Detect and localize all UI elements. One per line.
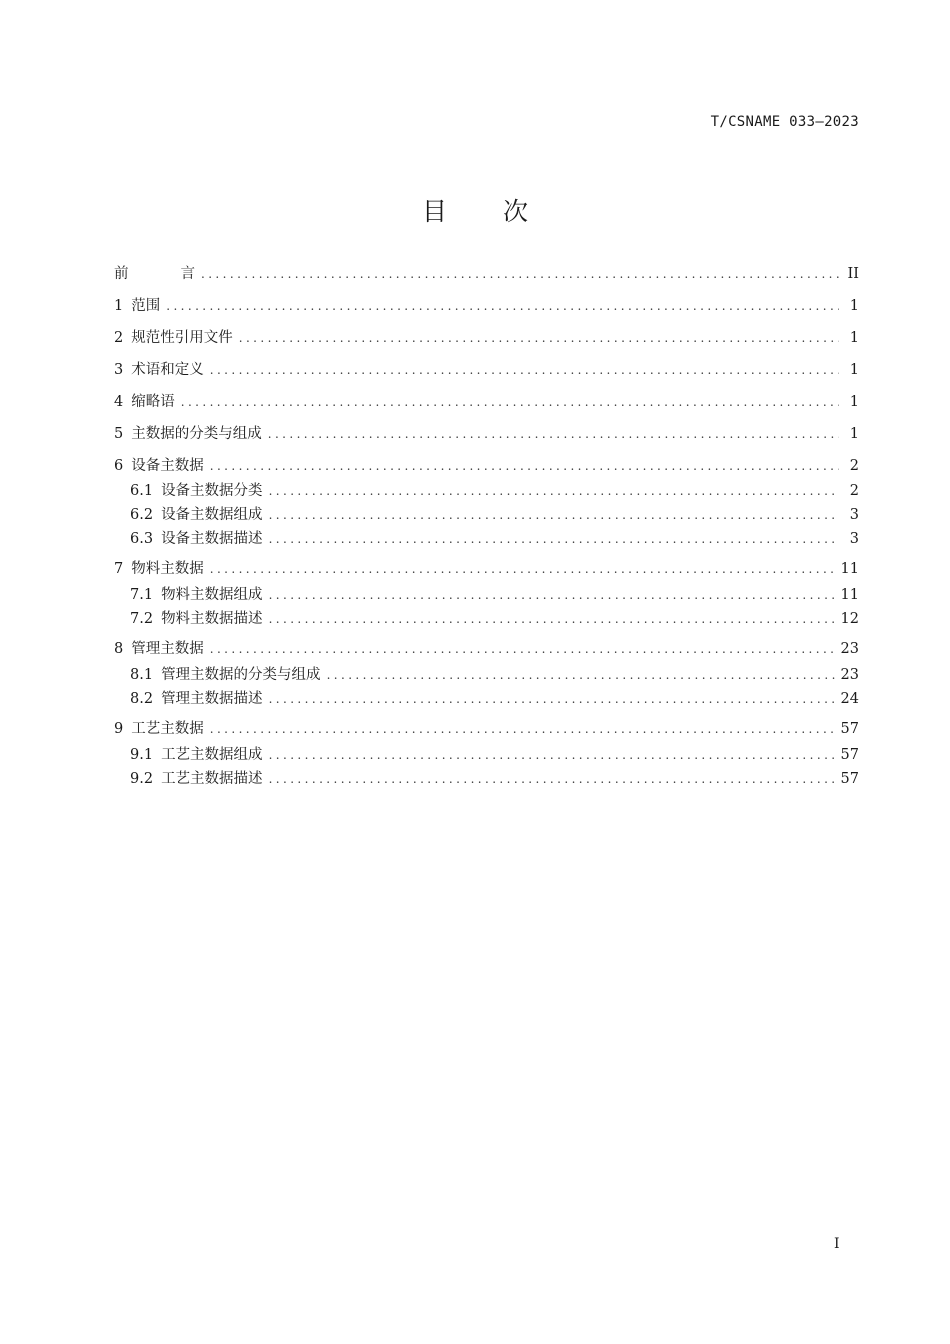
leader-dots bbox=[181, 395, 839, 409]
leader-dots bbox=[210, 363, 839, 377]
toc-subentry[interactable] bbox=[130, 479, 859, 501]
toc-entry-number: 7.1 bbox=[130, 587, 154, 603]
leader-dots bbox=[166, 299, 839, 313]
toc-entry-page: 11 bbox=[840, 561, 859, 577]
toc-entry-title: 设备主数据描述 bbox=[161, 531, 263, 547]
toc-title-char-2: 次 bbox=[503, 197, 529, 226]
leader-dots bbox=[268, 427, 839, 441]
toc-entry-number: 9 bbox=[114, 721, 124, 737]
toc-entry-title: 管理主数据描述 bbox=[161, 691, 263, 707]
leader-dots bbox=[201, 267, 839, 281]
toc-entry-title: 设备主数据 bbox=[131, 458, 204, 474]
toc-entry-page: 1 bbox=[849, 426, 859, 442]
toc-subentry[interactable] bbox=[130, 743, 859, 765]
toc-entry-page: 1 bbox=[849, 362, 859, 378]
toc-entry[interactable] bbox=[114, 454, 859, 476]
toc-entry-number: 2 bbox=[114, 330, 124, 346]
toc-entry-page: 1 bbox=[849, 298, 859, 314]
toc-entry-page: 1 bbox=[849, 330, 859, 346]
toc-subentry[interactable] bbox=[130, 503, 859, 525]
toc-subentry[interactable] bbox=[130, 583, 859, 605]
toc-entry-page: 12 bbox=[840, 611, 859, 627]
toc-entry-number: 8.2 bbox=[130, 691, 154, 707]
toc-title-char-1: 目 bbox=[421, 197, 447, 226]
toc-entry-title: 管理主数据的分类与组成 bbox=[161, 667, 321, 683]
toc-title bbox=[0, 192, 950, 228]
toc-entry-number: 5 bbox=[114, 426, 124, 442]
toc-entry-number: 4 bbox=[114, 394, 124, 410]
toc-entry-number: 6.2 bbox=[130, 507, 154, 523]
toc-subentry[interactable] bbox=[130, 527, 859, 549]
page-number: I bbox=[834, 1236, 840, 1252]
toc-entry-number: 6 bbox=[114, 458, 124, 474]
toc-entry-page: 24 bbox=[840, 691, 859, 707]
toc-entry-title: 工艺主数据组成 bbox=[161, 747, 263, 763]
toc-entry[interactable] bbox=[114, 557, 859, 579]
leader-dots bbox=[239, 331, 839, 345]
leader-dots bbox=[269, 484, 839, 498]
toc-entry-page: 23 bbox=[840, 667, 859, 683]
toc-entry[interactable] bbox=[114, 637, 859, 659]
leader-dots bbox=[269, 588, 835, 602]
leader-dots bbox=[210, 459, 839, 473]
toc-entry[interactable] bbox=[114, 422, 859, 444]
toc-entry-page: 57 bbox=[840, 771, 859, 787]
toc-entry-number: 8.1 bbox=[130, 667, 154, 683]
toc-subentry[interactable] bbox=[130, 767, 859, 789]
toc-entry-number: 7.2 bbox=[130, 611, 154, 627]
toc-entry-number: 7 bbox=[114, 561, 124, 577]
toc-entry-title: 设备主数据分类 bbox=[161, 483, 263, 499]
toc-subentry[interactable] bbox=[130, 663, 859, 685]
leader-dots bbox=[210, 722, 835, 736]
leader-dots bbox=[210, 562, 835, 576]
toc-entry-page: 11 bbox=[840, 587, 859, 603]
toc-entry-page: 3 bbox=[849, 507, 859, 523]
toc-entry[interactable] bbox=[114, 717, 859, 739]
toc-entry-title: 前 言 bbox=[114, 266, 195, 282]
toc-entry-page: 2 bbox=[849, 458, 859, 474]
toc-entry-page: 57 bbox=[840, 721, 859, 737]
document-code: T/CSNAME 033—2023 bbox=[710, 114, 859, 130]
toc-entry-number: 8 bbox=[114, 641, 124, 657]
toc-entry-number: 3 bbox=[114, 362, 124, 378]
toc-entry-page: 57 bbox=[840, 747, 859, 763]
toc-entry-title: 工艺主数据 bbox=[131, 721, 204, 737]
leader-dots bbox=[210, 642, 835, 656]
toc-entry-number: 9.1 bbox=[130, 747, 154, 763]
toc-entry-title: 范围 bbox=[131, 298, 161, 314]
toc-entry-title: 物料主数据组成 bbox=[161, 587, 263, 603]
toc-entry-number: 9.2 bbox=[130, 771, 154, 787]
toc-entry-title: 缩略语 bbox=[131, 394, 175, 410]
toc-entry-title: 设备主数据组成 bbox=[161, 507, 263, 523]
toc-entry-number: 6.1 bbox=[130, 483, 154, 499]
leader-dots bbox=[269, 532, 839, 546]
toc-subentry[interactable] bbox=[130, 607, 859, 629]
toc-entry[interactable] bbox=[114, 326, 859, 348]
toc-entry-title: 工艺主数据描述 bbox=[161, 771, 263, 787]
toc-entry-number: 1 bbox=[114, 298, 124, 314]
toc-entry-page: 1 bbox=[849, 394, 859, 410]
toc-entry[interactable] bbox=[114, 390, 859, 412]
toc-entry-title: 物料主数据描述 bbox=[161, 611, 263, 627]
toc-entry-page: 2 bbox=[849, 483, 859, 499]
leader-dots bbox=[269, 508, 839, 522]
leader-dots bbox=[269, 772, 835, 786]
toc-entry[interactable] bbox=[114, 294, 859, 316]
leader-dots bbox=[269, 748, 835, 762]
leader-dots bbox=[327, 668, 835, 682]
toc-entry-number: 6.3 bbox=[130, 531, 154, 547]
toc-entry-page: 3 bbox=[849, 531, 859, 547]
toc-entry-title: 管理主数据 bbox=[131, 641, 204, 657]
toc-entry-page: 23 bbox=[840, 641, 859, 657]
toc-entry-title: 术语和定义 bbox=[131, 362, 204, 378]
toc-entry-page: II bbox=[847, 266, 859, 282]
toc-entry[interactable] bbox=[114, 358, 859, 380]
leader-dots bbox=[269, 612, 835, 626]
toc-entry-title: 物料主数据 bbox=[131, 561, 204, 577]
toc-entry-title: 主数据的分类与组成 bbox=[131, 426, 262, 442]
toc-entry-preface[interactable] bbox=[114, 262, 859, 284]
toc-subentry[interactable] bbox=[130, 687, 859, 709]
toc-entry-title: 规范性引用文件 bbox=[131, 330, 233, 346]
leader-dots bbox=[269, 692, 835, 706]
